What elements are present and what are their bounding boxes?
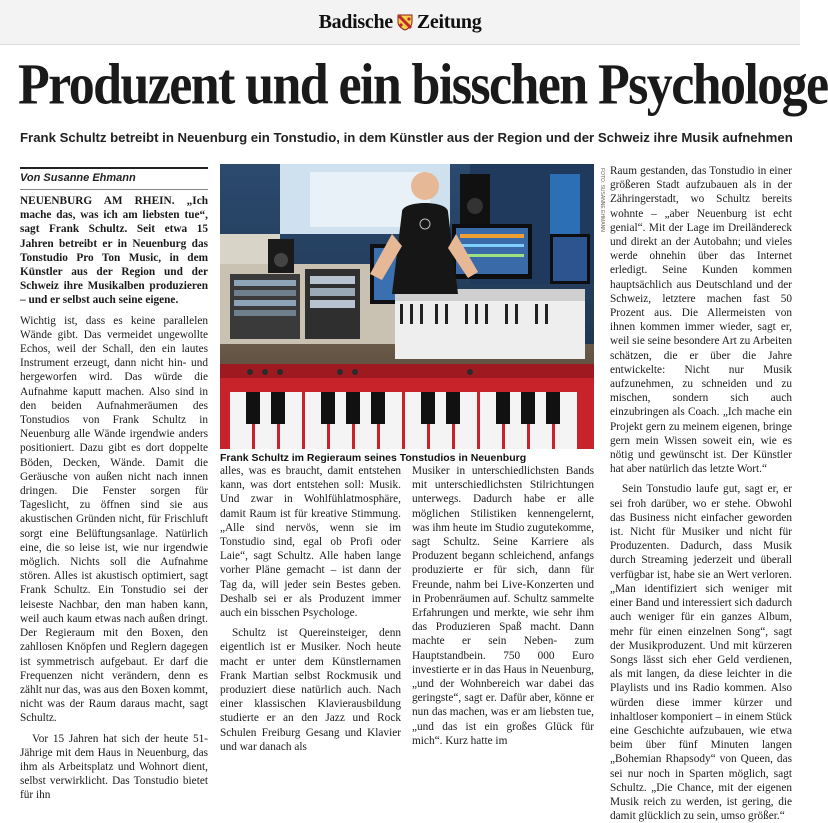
crest-icon bbox=[396, 13, 414, 31]
logo-word-1: Badische bbox=[318, 10, 393, 33]
masthead-bar bbox=[0, 0, 800, 45]
body-paragraph: Vor 15 Jahren hat sich der heute 51-Jährige mit dem Haus in Neuenburg, das ihm als Arbeitsplatz und Wohnort dient, selbst verwirklicht. Das Tonstudio bietet für ihn bbox=[20, 732, 208, 802]
article-byline: Von Susanne Ehmann bbox=[20, 172, 136, 184]
body-paragraph: Sein Tonstudio laufe gut, sagt er, er sei froh darüber, wo er stehe. Obwohl das Business nicht einfacher geworden ist. Nicht für Musiker und nicht für Produzenten. Dadurch, dass Musik durch Streaming jederzeit und überall verfügbar ist, habe sie an Wert verloren. „Man identifiziert sich weniger mit einer Band und interessiert sich dadurch auch weniger für ein ganzes Album, mehr für einen einzelnen Song“, sagt der Musikproduzent. Und mit kürzeren Songs lässt sich eher Geld verdienen, als mit langen, da diese leichter in die Playlists und ins Radio kommen. Also würden diese immer kürzer und inhaltloser komponiert – in einem Stück eine Geschichte aufzubauen, wie etwa beim über fünf Minuten langen „Bohemian Rhapsody“ von Queen, das sei nur noch in Sparten möglich, sagt Schultz. „Die Chance, mit der eigenen Musik reich zu werden, ist gering, die damit glücklich zu sein, umso größer.“ bbox=[610, 483, 792, 823]
publication-logo[interactable] bbox=[319, 11, 482, 34]
article-headline: Produzent und ein bisschen Psychologe bbox=[18, 53, 828, 117]
photo-credit: FOTO: SUSANNE EHMANN bbox=[599, 168, 605, 232]
body-paragraph: Raum gestanden, das Tonstudio in einer größeren Stadt aufzubauen als in der Zähringerstadt, wo Schultz bereits wohnte – „aber Neuenburg ist echt genial“. Mit der Lage im Dreiländereck und direkt an der Autobahn; und vieles werde ohnehin über das Internet erledigt. Seine Kunden kommen hauptsächlich aus Deutschland und der Schweiz, letztere machen fast 50 Prozent aus. Die Allermeisten von ihnen kommen immer wieder, sagt er, weil sie seine besondere Art zu Arbeiten schätzen, die er über die Jahre entwickelte: Nicht nur Musik aufzunehmen, zu schneiden und zu mischen, sondern sich auch einzubringen als Coach. „Ich mache ein Projekt gern zu meinem eigenen, bringe gern mein Wissen soweit ein, wie es nötig und gewünscht ist. Der Künstler hat aber natürlich das letzte Wort.“ bbox=[610, 165, 792, 476]
text-column-1 bbox=[20, 194, 208, 802]
photo-caption: Frank Schultz im Regieraum seines Tonstudios in Neuenburg bbox=[220, 452, 527, 464]
body-paragraph: Wichtig ist, dass es keine parallelen Wände gibt. Das vermeidet ungewollte Echos, weil der Schall, den ein lautes Instrument erzeugt, dann nicht hin- und hergeworfen wird. Das würde die Aufnahme kaputt machen. Also sind in den beiden Aufnahmeräumen des Tonstudios von Frank Schultz in Neuenburg alle Wände irgendwie anders positioniert. Dazu gibt es dort doppelte Böden, Decken, Wände. Damit die Geräusche von außen nicht nach innen dringen. Die Fenster sorgen für Tageslicht, zu öffnen sind sie aus akustischen Gründen nicht, für Frischluft sorgt eine Belüftungsanlage. Natürlich eine, die so leise ist, wie nur irgendwie möglich. Nichts soll die Aufnahme stören. Alles ist akustisch optimiert, sagt Frank Schultz. Ein Tonstudio sei der leiseste Nachbar, den man haben kann, weil auch kaum etwas nach außen dringt. Der Regieraum mit den Boxen, den zahllosen Knöpfen und Reglern dagegen ist symmetrisch aufgebaut. Er darf die Frequenzen nicht verändern, denn es zählt nur das, was aus den Boxen kommt, nicht was der Raum daraus macht, sagt Schultz. bbox=[20, 314, 208, 725]
text-column-3 bbox=[412, 464, 594, 747]
byline-rule-bottom bbox=[20, 189, 208, 190]
text-column-4 bbox=[610, 164, 792, 823]
logo-word-2: Zeitung bbox=[416, 10, 482, 33]
body-paragraph: Musiker in unterschiedlichsten Bands mit unterschiedlichsten Stilrichtungen unterwegs. Dadurch habe er alle möglichen Stilistiken kennengelernt, was ihm heute im Studio zugutekomme, sagt Schultz. Seine Karriere als Produzent begann schleichend, anfangs produzierte er für sich, dann für Freunde, nahm bei Live-Konzerten und in Probenräumen auf. Schultz sammelte Erfahrungen und merkte, wie sehr ihm das Produzieren Spaß macht. Dann machte er sein Neben- zum Hauptstandbein. 750 000 Euro investierte er in das Haus in Neuenburg, „und der Wohnbereich war dabei das geringste“, sagt er. Dafür aber, könne er nun das machen, was er am liebsten tue, „und das ist ein großes Glück für mich“. Kurz hatte im bbox=[412, 465, 594, 747]
article-photo[interactable] bbox=[220, 164, 594, 449]
byline-rule-top bbox=[20, 167, 208, 169]
studio-photo-illustration bbox=[220, 164, 594, 449]
body-paragraph: alles, was es braucht, damit entstehen kann, was dort entstehen soll: Musik. Und zwar in Wohlfühlatmosphäre, damit Raum ist für kreative Stimmung. „Alle sind nervös, wenn sie im Tonstudio sind, egal ob Profi oder Laie“, sagt Schultz. Alle haben lange vorher Pläne gemacht – ist dann der Tag da, will jeder sein Bestes geben. Deshalb sei er als Produzent immer auch ein bisschen Psychologe. bbox=[220, 465, 401, 620]
body-paragraph: Schultz ist Quereinsteiger, denn eigentlich ist er Musiker. Noch heute macht er unter dem Künstlernamen Frank Martian selbst Rockmusik und produziert diese natürlich auch. Nach einer klassischen Klavierausbildung studierte er an den Jazz und Rock Schulen Freiburg Gesang und Klavier und war danach als bbox=[220, 627, 401, 753]
lead-paragraph: NEUENBURG AM RHEIN. „Ich mache das, was ich am liebsten tue“, sagt Frank Schultz. Seit etwa 15 Jahren betreibt er in Neuenburg das Tonstudio Pro Ton Music, in dem Künstler aus der Region und der Schweiz ihre Musikalben produzieren – und er selbst auch seine eigene. bbox=[20, 195, 208, 307]
article-subheadline: Frank Schultz betreibt in Neuenburg ein Tonstudio, in dem Künstler aus der Region und der Schweiz ihre Musik aufnehmen bbox=[20, 130, 793, 145]
text-column-2 bbox=[220, 464, 401, 753]
